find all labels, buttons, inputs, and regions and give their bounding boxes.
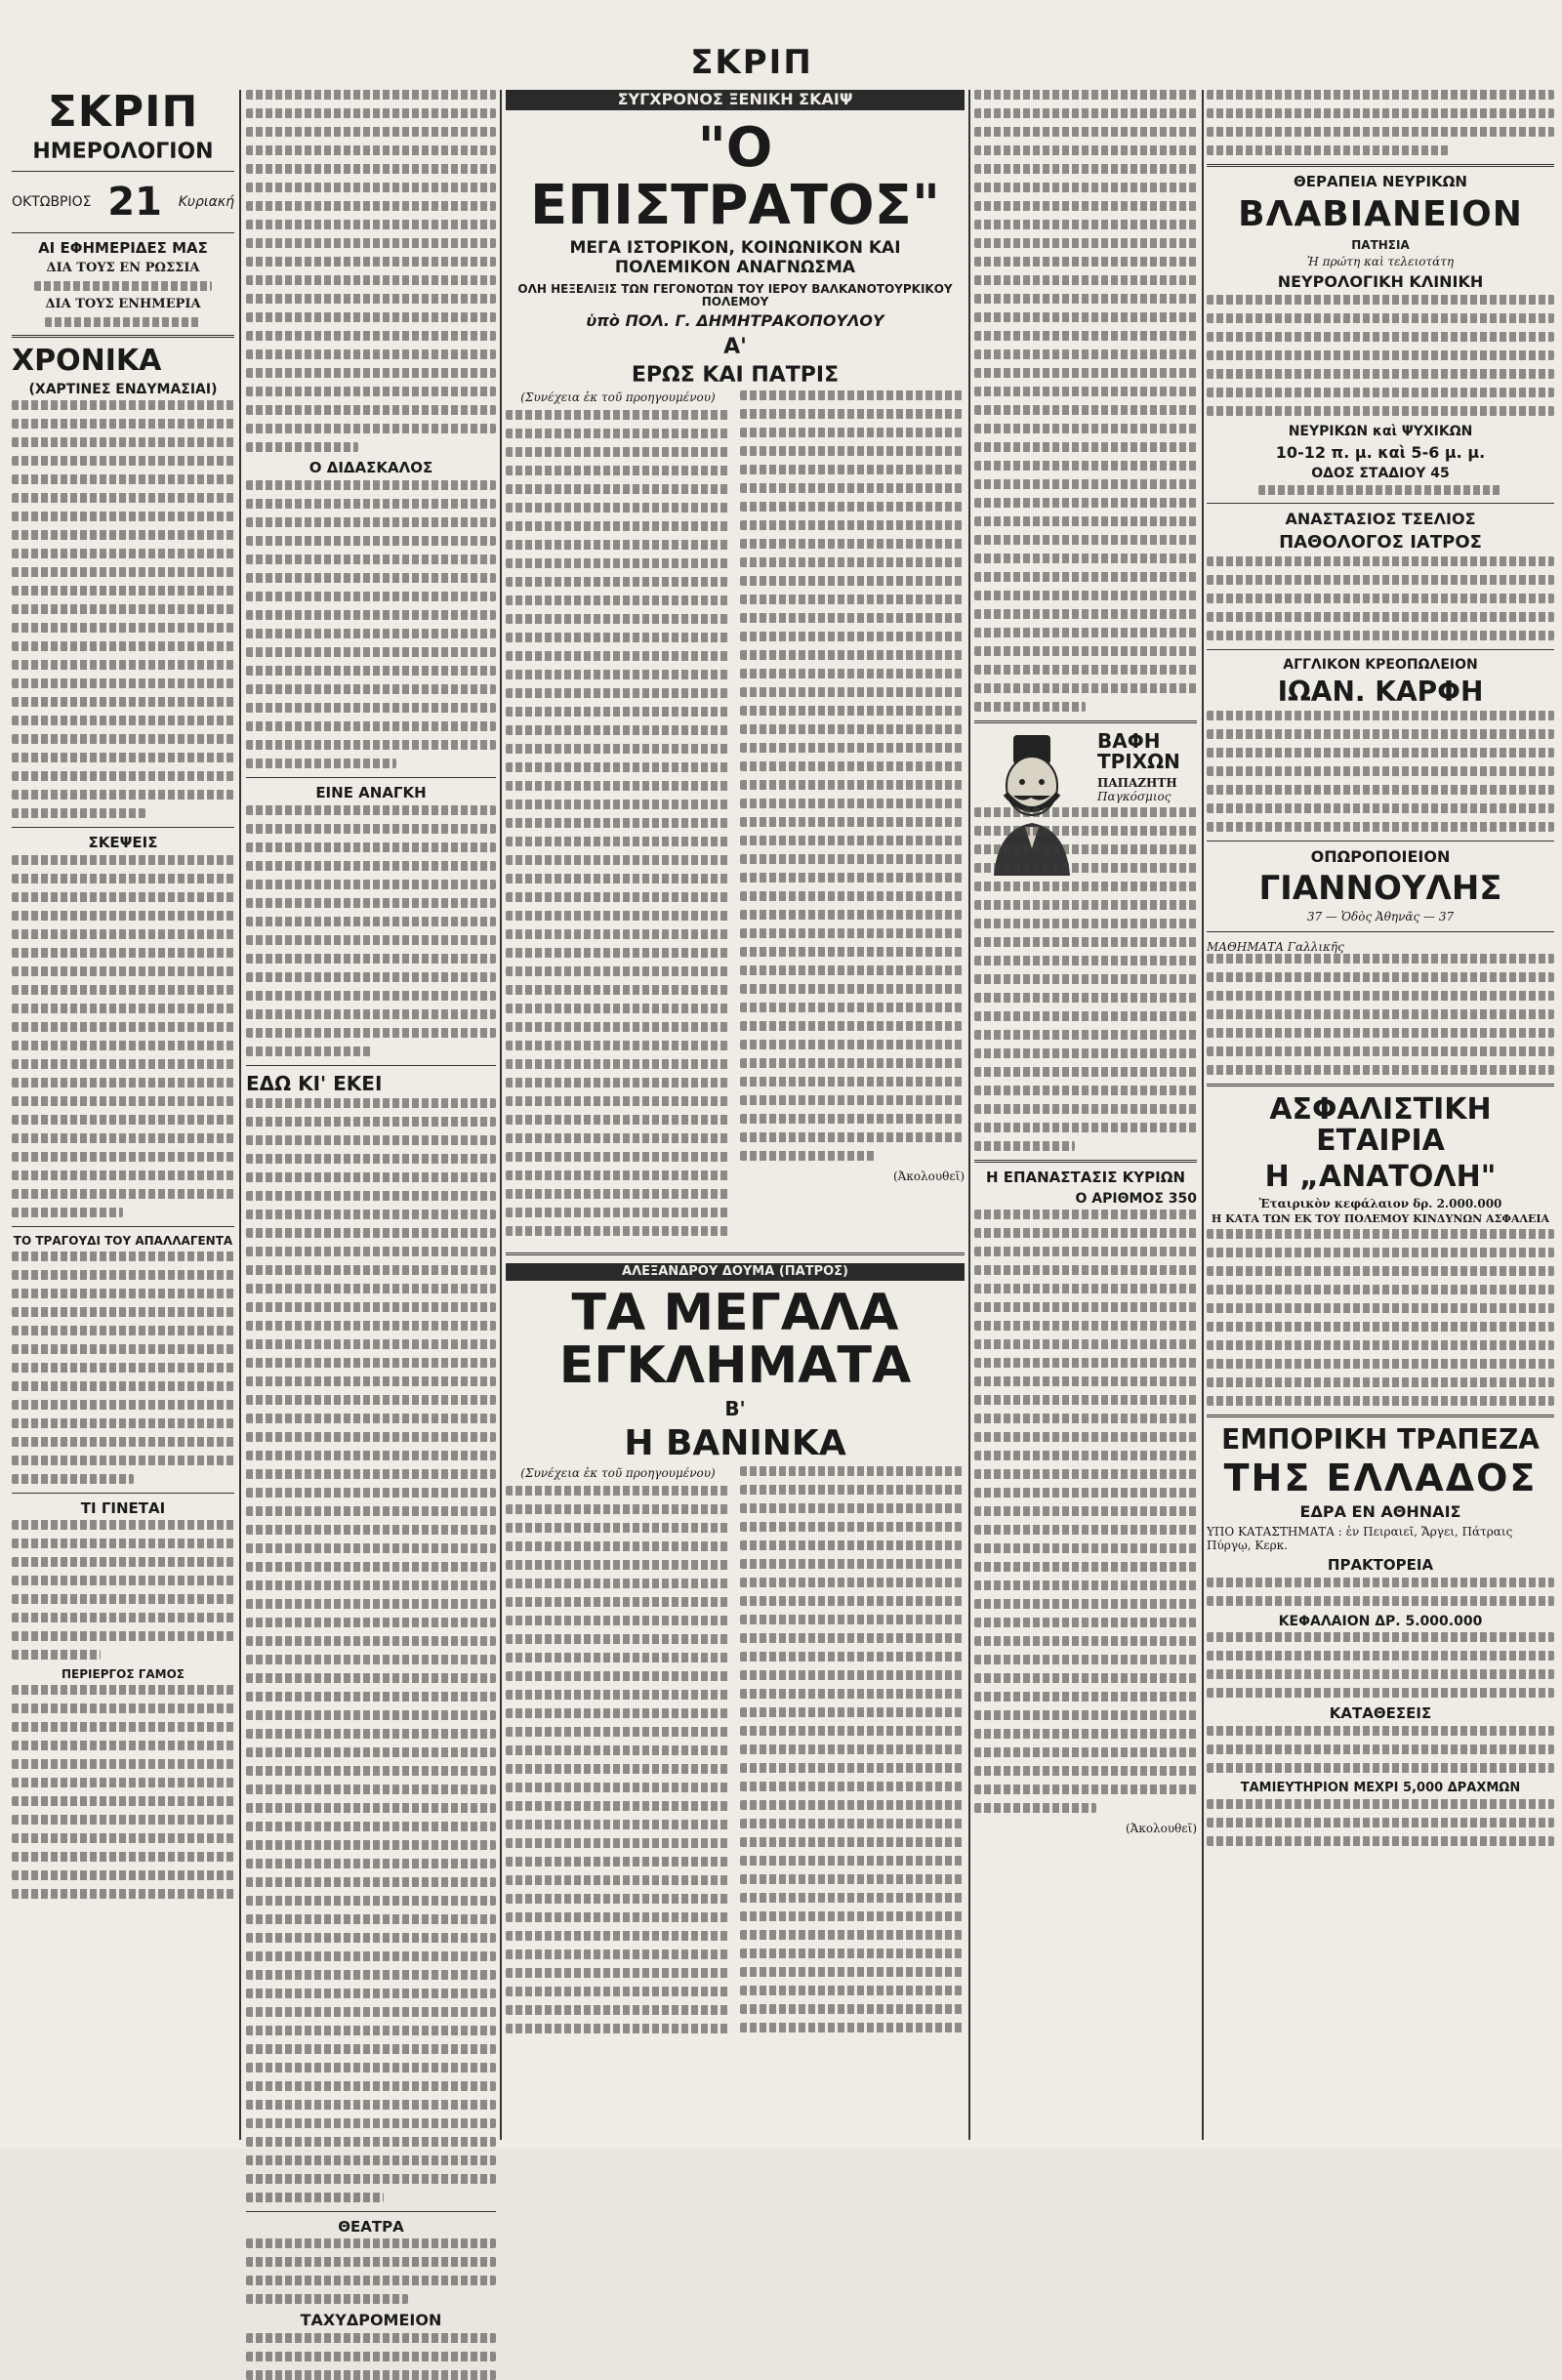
lessons-ad: ΜΑΘΗΜΑΤΑ Γαλλικῆς: [1207, 940, 1344, 955]
skepseis-text: [12, 855, 234, 1217]
col5-top-text: [1207, 90, 1554, 155]
clinic-disease: ΝΕΥΡΙΚΩΝ καὶ ΨΥΧΙΚΩΝ: [1288, 423, 1473, 439]
notice-enimeria: ΔΙΑ ΤΟΥΣ ΕΝΗΜΕΡΙΑ: [45, 297, 201, 312]
serial-part: Α': [723, 335, 747, 360]
section-theatra: ΘΕΑΤΡΑ: [338, 2217, 404, 2236]
subtitle: ΗΜΕΡΟΛΟΓΙΟΝ: [32, 140, 214, 165]
clinic-description: Ἡ πρώτη καὶ τελειοτάτη: [1306, 255, 1455, 269]
fruit-address: 37 — Ὁδὸς Ἀθηνᾶς — 37: [1306, 910, 1455, 924]
bank-name: ΤΗΣ ΕΛΛΑΔΟΣ: [1223, 1457, 1538, 1500]
clinic-heading: ΘΕΡΑΠΕΙΑ ΝΕΥΡΙΚΩΝ: [1294, 173, 1467, 190]
insurance-heading: ΑΣΦΑΛΙΣΤΙΚΗ ΕΤΑΙΡΙΑ: [1269, 1092, 1492, 1158]
column-rule: [1202, 90, 1204, 2140]
column-rule: [500, 90, 502, 2140]
ad-hair-maker: ΠΑΠΑΖΗΤΗ: [1097, 776, 1177, 790]
insurance-name: Η „ΑΝΑΤΟΛΗ": [1264, 1160, 1497, 1195]
doctor-title: ΠΑΘΟΛΟΓΟΣ ΙΑΤΡΟΣ: [1279, 531, 1482, 553]
serial-subtitle-1: ΜΕΓΑ ΙΣΤΟΡΙΚΟΝ, ΚΟΙΝΩΝΙΚΟΝ ΚΑΙ: [569, 238, 901, 259]
bank-heading: ΕΜΠΟΡΙΚΗ ΤΡΑΠΕΖΑ: [1221, 1422, 1540, 1456]
second-title-1: ΤΑ ΜΕΓΑΛΑ: [571, 1283, 899, 1342]
didaskalos-text: [246, 480, 496, 768]
clinic-address: ΟΔΟΣ ΣΤΑΔΙΟΥ 45: [1311, 466, 1450, 482]
doctor-name: ΑΝΑΣΤΑΣΙΟΣ ΤΣΕΛΙΟΣ: [1285, 510, 1476, 529]
bank-capital: ΚΕΦΑΛΑΙΟΝ ΔΡ. 5.000.000: [1278, 1613, 1483, 1629]
gamos-text: [12, 1685, 234, 1899]
column-2: [246, 90, 496, 2330]
column-rule: [239, 90, 241, 2140]
butcher-heading: ΑΓΓΛΙΚΟΝ ΚΡΕΟΠΩΛΕΙΟΝ: [1283, 656, 1478, 673]
section-anagki: ΕΙΝΕ ΑΝΑΓΚΗ: [315, 783, 427, 801]
clinic-place: ΠΑΤΗΣΙΑ: [1351, 237, 1410, 252]
section-epanastasis: Η ΕΠΑΝΑΣΤΑΣΙΣ ΚΥΡΙΩΝ: [985, 1169, 1186, 1186]
section-gamos: ΠΕΡΙΕΡΓΟΣ ΓΑΜΟΣ: [62, 1667, 185, 1682]
second-chapter: Η ΒΑΝΙΝΚΑ: [624, 1423, 846, 1464]
date-line: [12, 180, 234, 225]
theatra-text: [246, 2238, 496, 2304]
serial-subtitle-2: ΠΟΛΕΜΙΚΟΝ ΑΝΑΓΝΩΣΜΑ: [614, 258, 856, 278]
second-body-right: [740, 1466, 965, 2042]
serial-body-right: [740, 390, 965, 1245]
bank-deposits: ΚΑΤΑΘΕΣΕΙΣ: [1329, 1704, 1432, 1723]
date-weekday: Κυριακή: [178, 194, 234, 211]
ad-clinic: [1207, 175, 1554, 495]
section-tragoudi: ΤΟ ΤΡΑΓΟΥΔΙ ΤΟΥ ΑΠΑΛΛΑΓΕΝΤΑ: [13, 1233, 233, 1248]
masthead-title: ΣΚΡΙΠ: [690, 43, 813, 82]
section-chronika: ΧΡΟΝΙΚΑ: [12, 344, 162, 379]
nameplate: ΣΚΡΙΠ: [47, 87, 199, 137]
serial-continued: (Συνέχεια ἐκ τοῦ προηγουμένου): [520, 390, 716, 405]
bank-branches: ΥΠΟ ΚΑΤΑΣΤΗΜΑΤΑ : ἐν Πειραιεῖ, Ἄργει, Πάτραις Πύργῳ, Κερκ.: [1207, 1524, 1513, 1552]
column-rule: [968, 90, 970, 2140]
insurance-cover: Η ΚΑΤΑ ΤΩΝ ΕΚ ΤΟΥ ΠΟΛΕΜΟΥ ΚΙΝΔΥΝΩΝ ΑΣΦΑΛΕΙΑ: [1211, 1211, 1550, 1225]
serial-author: ὑπὸ ΠΟΛ. Γ. ΔΗΜΗΤΡΑΚΟΠΟΥΛΟΥ: [586, 311, 884, 331]
second-kicker: ΑΛΕΞΑΝΔΡΟΥ ΔΟΥΜΑ (ΠΑΤΡΟΣ): [506, 1263, 965, 1281]
serial-chapter: ΕΡΩΣ ΚΑΙ ΠΑΤΡΙΣ: [631, 363, 840, 389]
butcher-name: ΙΩΑΝ. ΚΑΡΦΗ: [1277, 676, 1484, 709]
column-4: [974, 90, 1197, 2140]
clinic-name: ΒΛΑΒΙΑΝΕΙΟΝ: [1238, 193, 1523, 234]
ad-hair-text: [974, 919, 1197, 1151]
section-skepseis: ΣΚΕΨΕΙΣ: [88, 834, 158, 852]
clinic-type: ΝΕΥΡΟΛΟΓΙΚΗ ΚΛΙΝΙΚΗ: [1277, 272, 1484, 292]
second-part: Β': [724, 1397, 746, 1421]
section-tachydromeion: ΤΑΧΥΔΡΟΜΕΙΟΝ: [300, 2311, 442, 2330]
tragoudi-text: [12, 1252, 234, 1484]
bank-savings: ΤΑΜΙΕΥΤΗΡΙΟΝ ΜΕΧΡΙ 5,000 ΔΡΑΧΜΩΝ: [1240, 1781, 1521, 1796]
section-edo-ki-ekei: ΕΔΩ ΚΙ' ΕΚΕΙ: [246, 1071, 383, 1095]
epanastasis-to-be-continued: (Ἀκολουθεῖ): [1125, 1822, 1197, 1836]
second-continued: (Συνέχεια ἐκ τοῦ προηγουμένου): [520, 1465, 716, 1480]
bank-agencies: ΠΡΑΚΤΟΡΕΙΑ: [1327, 1555, 1434, 1574]
edo-ki-ekei-text: [246, 1098, 496, 2202]
ti-ginetai-text: [12, 1520, 234, 1660]
section-didaskalos: Ο ΔΙΔΑΣΚΑΛΟΣ: [308, 459, 433, 476]
ad-hair-title: ΒΑΦΗ ΤΡΙΧΩΝ: [1097, 729, 1180, 773]
column-1: [12, 87, 234, 2140]
bank-seat: ΕΔΡΑ ΕΝ ΑΘΗΝΑΙΣ: [1299, 1502, 1461, 1522]
notice-heading: ΑΙ ΕΦΗΜΕΡΙΔΕΣ ΜΑΣ: [38, 239, 208, 258]
fruit-heading: ΟΠΩΡΟΠΟΙΕΙΟΝ: [1310, 846, 1451, 866]
serial-body: [506, 390, 965, 1245]
ad-hair-subtitle: Παγκόσμιος: [1097, 790, 1172, 803]
second-body: [506, 1466, 965, 2042]
date-day: 21: [107, 180, 162, 226]
column-3: [506, 90, 965, 2140]
serial-subtitle-3: ΟΛΗ ΗΕΞΕΛΙΞΙΣ ΤΩΝ ΓΕΓΟΝΟΤΩΝ ΤΟΥ ΙΕΡΟΥ ΒΑΛΚΑΝΟΤΟΥΡΚΙΚΟΥ ΠΟΛΕΜΟΥ: [517, 282, 953, 308]
serial-title: "Ο ΕΠΙΣΤΡΑΤΟΣ": [529, 115, 941, 237]
insurance-capital: Ἑταιρικὸν κεφάλαιον δρ. 2.000.000: [1258, 1196, 1502, 1211]
chronika-subtitle: (ΧΑΡΤΙΝΕΣ ΕΝΔΥΜΑΣΙΑΙ): [28, 381, 218, 397]
clinic-hours: 10-12 π. μ. καὶ 5-6 μ. μ.: [1275, 442, 1486, 462]
serial-kicker: ΣΥΓΧΡΟΝΟΣ ΞΕΝΙΚΗ ΣΚΑΙΨ: [506, 90, 965, 110]
fruit-name: ΓΙΑΝΝΟΥΛΗΣ: [1258, 868, 1502, 908]
second-title-2: ΕΓΚΛΗΜΑΤΑ: [558, 1336, 912, 1396]
tachydromeion-text: [246, 2333, 496, 2380]
ad-hair-dye: [974, 731, 1197, 910]
column-5: [1207, 90, 1554, 2140]
anagki-text: [246, 805, 496, 1056]
col2-top-text: [246, 90, 496, 452]
serial-to-be-continued: (Ἀκολουθεῖ): [892, 1169, 965, 1184]
portrait-illustration: [974, 731, 1089, 878]
col4-top-text: [974, 90, 1197, 712]
date-month: ΟΚΤΩΒΡΙΟΣ: [12, 194, 92, 211]
chronika-text: [12, 400, 234, 818]
epanastasis-text: [974, 1210, 1197, 1813]
notice-russia: ΔΙΑ ΤΟΥΣ ΕΝ ΡΩΣΣΙΑ: [46, 261, 200, 276]
epanastasis-number: Ο ΑΡΙΘΜΟΣ 350: [1075, 1190, 1197, 1207]
section-ti-ginetai: ΤΙ ΓΙΝΕΤΑΙ: [80, 1498, 166, 1517]
serial-body-left: [506, 390, 730, 1245]
second-body-left: [506, 1466, 730, 2042]
